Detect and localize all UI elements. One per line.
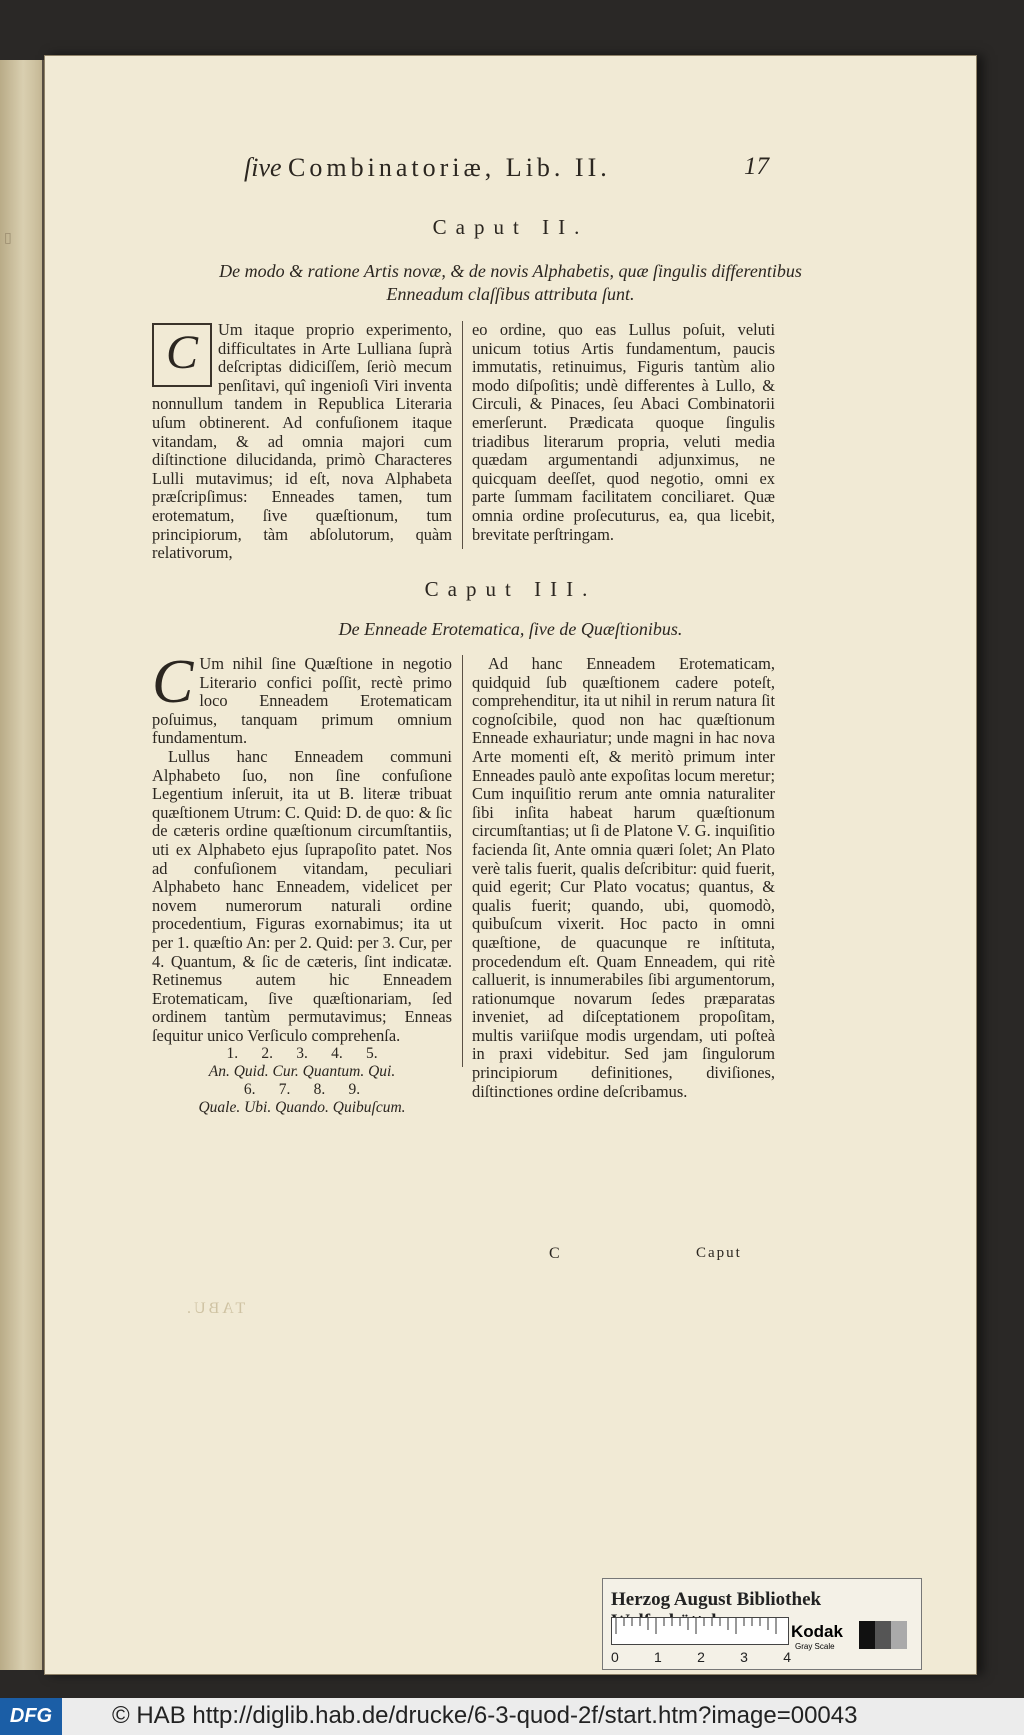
mnemonic-verse <box>152 1045 452 1117</box>
ruler-icon <box>612 1618 788 1644</box>
chapter-2-subtitle-line-2: Enneadum claſſibus attributa ſunt. <box>386 284 635 304</box>
scale-number: 2 <box>697 1649 705 1665</box>
column-rule <box>462 655 463 1067</box>
verse-numbers-2: 6. 7. 8. 9. <box>243 1081 361 1099</box>
chapter-2-right-column <box>472 321 775 544</box>
chapter-2-right-text: eo ordine, quo eas Lullus poſuit, veluti unicum totius Artis fundamentum, paucis immutatis, retinuimus, Figuris tantùm alio modo diſpoſitis; undè differentes à Lullo, & Circuli, & Pinaces, ſeu Abaci Combinatorii emerſerunt. Prædicata quoque ſingulis triadibus literarum propria, veluti media quædam argumentandi adjunximus, ne quicquam deeſſet, quod negotio, omni ex parte ſummam facilitatem conciliaret. Quæ omnia ordine proſecuturus, ea, qua licebit, brevitate perſtringam. <box>472 320 775 544</box>
chapter-3-right-text: Ad hanc Enneadem Erotematicam, quidquid ſub quæſtionem cadere poteſt, comprehenditur, ita ut nihil in rerum natura ſit cognoſcibile, quod non hac quæſtionum Enneade exhauriatur; unde magni in hac nova Arte momenti eſt, & meritò primum inter Enneades paulò ante expoſitas locum meretur; Cum inquiſitio rerum ante omnia naturaliter ſibi inſita habeat harum quæſtionum circumſtantias; ut ſi de Platone V. G. inquiſitio facienda ſit, Ante omnia quæri ſolet; An Plato verè talis fuerit, qualis deſcribitur: quid fuerit, quid egerit; Cur Plato vocatus; quantus, & qualis fuerit; quando, ubi, quomodò, quibuſcum vixerit. Hoc pacto in omni quæſtione, de quacunque re inſtituta, procedendum eſt. Quam Enneadem, qui ritè calluerit, is innumerabiles ſibi argumentorum, rationumque novarum ſedes præparatas inveniet, ad diſceptationem propoſitam, multis variiſque modis urgendam, uti poſteà in praxi videbitur. Sed jam ſingulorum principiorum definitiones, diviſiones, diſtinctiones ordine deſcribamus. <box>472 654 775 1101</box>
scale-number: 3 <box>740 1649 748 1665</box>
scale-numbers <box>611 1649 791 1665</box>
library-name: Herzog August Bibliothek <box>611 1589 822 1610</box>
verse-words-1: An. Quid. Cur. Quantum. Qui. <box>208 1063 396 1081</box>
dfg-logo[interactable]: DFG <box>0 1698 62 1735</box>
page-number: 17 <box>744 153 769 180</box>
chapter-heading-2: Caput II. <box>432 215 589 239</box>
gray-swatch-dark <box>875 1621 891 1649</box>
book-page <box>44 55 977 1675</box>
chapter-3-left-paragraph-2: Lullus hanc Enneadem communi Alphabeto ſuo, non ſine confuſione Legentium inſeruit, ita ut B. literæ tribuat quæſtionem Utrum: C. Quid: D. de quo: & ſic de cæteris ordine quæſtionum circumſtantiis, uti ex Alphabeto ejus ſuprapoſito patet. Nos ad confuſionem vitandam, peculiari Alphabeto hanc Enneadem, videlicet per novem numerorum naturali ordine procedentium, Figuras exornabimus; ita ut per 1. quæſtio An: per 2. Quid: per 3. Cur, per 4. Quantum, & ſic de cæteris, ſint indicatæ. Retinemus autem hic Enneadem Erotematicam, ſive quæſtionariam, ſed ordinem tantùm permutavimus; Enneas ſequitur unico Verſiculo comprehenſa. <box>152 746 452 1045</box>
measurement-scale <box>611 1617 789 1645</box>
gray-swatch-black <box>859 1621 875 1649</box>
scale-number: 1 <box>654 1649 662 1665</box>
facing-page-edge <box>0 60 44 1670</box>
library-color-target <box>602 1578 922 1670</box>
gray-swatch-light <box>891 1621 907 1649</box>
scale-number: 4 <box>783 1649 791 1665</box>
chapter-3-subtitle: De Enneade Erotematica, ſive de Quæſtionibus. <box>338 619 683 639</box>
drop-initial: C <box>152 648 194 716</box>
chapter-3-left-column <box>152 648 452 1117</box>
scale-number: 0 <box>611 1649 619 1665</box>
chapter-3-right-column <box>472 655 775 1101</box>
ornate-initial: C <box>152 323 212 387</box>
copyright-url[interactable]: © HAB http://diglib.hab.de/drucke/6-3-quod-2f/start.htm?image=00043 <box>112 1702 858 1729</box>
running-head <box>244 153 824 183</box>
verse-words-2: Quale. Ubi. Quando. Quibuſcum. <box>198 1099 406 1117</box>
gray-scale-label: Gray Scale <box>795 1642 835 1651</box>
running-head-title: Combinatoriæ, Lib. II. <box>288 153 611 182</box>
facing-page-ornament: ▯ <box>4 231 13 246</box>
chapter-heading-3: Caput III. <box>424 577 597 601</box>
kodak-logo: Kodak <box>791 1622 843 1641</box>
signature-mark: C <box>549 1245 560 1262</box>
running-head-italic: ſive <box>244 153 282 182</box>
show-through-text: TABU. <box>184 1300 246 1317</box>
column-rule <box>462 321 463 549</box>
chapter-2-left-column <box>152 321 452 563</box>
chapter-3-left-paragraph-1: Um nihil ſine Quæſtione in negotio Literario confici poſſit, rectè primo loco Enneadem Erotematicam poſuimus, tanquam primum omnium fundamentum. <box>152 654 452 748</box>
viewer-footer <box>0 1698 1024 1735</box>
chapter-2-left-text: Um itaque proprio experimento, difficultates in Arte Lulliana ſuprà deſcriptas didiciſſem, ſeriò mecum penſitavi, quî ingenioſi Viri inventa nonnullum tandem in Republica Literaria uſum obtinerent. Ad confuſionem itaque vitandam, & ad omnia majori cum diſtinctione dilucidanda, primò Characteres Lulli mutavimus; id eſt, nova Alphabeta præſcripſimus: Enneades tamen, tum erotematum, ſive quæſtionum, tum principiorum, tàm abſolutorum, quàm relativorum, <box>152 320 452 563</box>
verse-numbers-1: 1. 2. 3. 4. 5. <box>226 1045 378 1063</box>
chapter-2-subtitle-line-1: De modo & ratione Artis novæ, & de novis Alphabetis, quæ ſingulis differentibus <box>219 261 802 281</box>
catchword: Caput <box>696 1245 742 1261</box>
